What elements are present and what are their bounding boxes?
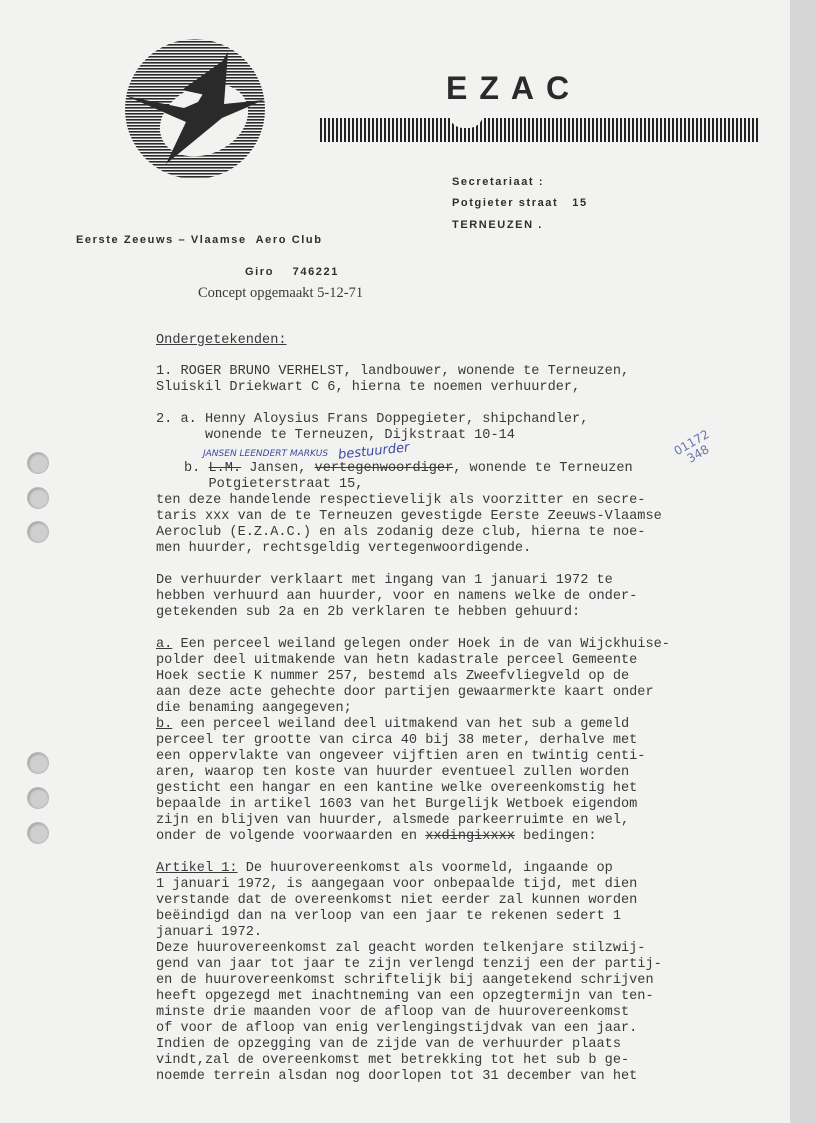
item-b-last-suffix: bedingen: bbox=[514, 829, 597, 844]
party-2b-line bbox=[184, 461, 633, 477]
article-1-line: 1 januari 1972, is aangegaan voor onbepaalde tijd, met dien bbox=[156, 877, 638, 892]
party-2b-name: Jansen, bbox=[241, 461, 315, 476]
handwritten-word: bestuurder bbox=[337, 440, 411, 463]
intro-line: De verhuurder verklaart met ingang van 1 januari 1972 te bbox=[156, 573, 613, 588]
party-1-line: Sluiskil Driekwart C 6, hierna te noemen verhuurder, bbox=[156, 380, 581, 395]
struck-initials: L.M. bbox=[208, 461, 242, 476]
item-a-line bbox=[156, 637, 670, 653]
item-a-line: Hoek sectie K nummer 257, bestemd als Zweefvliegveld op de bbox=[156, 669, 630, 684]
party-2b-line: Potgieterstraat 15, bbox=[184, 477, 364, 492]
section-heading: Ondergetekenden: bbox=[156, 333, 287, 348]
item-b-line: zijn en blijven van huurder, alsmede parkeerruimte en wel, bbox=[156, 813, 630, 828]
item-b-first: een perceel weiland deel uitmakend van het sub a gemeld bbox=[172, 717, 630, 732]
letterhead-bar bbox=[320, 118, 758, 142]
binder-hole bbox=[27, 487, 49, 509]
struck-occupation: vertegenwoordiger bbox=[314, 461, 454, 476]
concept-line: Concept opgemaakt 5-12-71 bbox=[198, 285, 364, 301]
article-1-line: januari 1972. bbox=[156, 925, 263, 940]
secretariat-street: Potgieter straat 15 bbox=[452, 197, 588, 209]
article-1-line: vindt,zal de overeenkomst met betrekking tot het sub b ge- bbox=[156, 1053, 630, 1068]
item-b-line bbox=[156, 717, 629, 733]
article-1-line: gend van jaar tot jaar te zijn verlengd tenzij een der partij- bbox=[156, 957, 662, 972]
secretariat-label: Secretariaat : bbox=[452, 176, 545, 188]
article-1-line: Indien de opzegging van de zijde van de verhuurder plaats bbox=[156, 1037, 621, 1052]
club-name: Eerste Zeeuws – Vlaamse Aero Club bbox=[76, 234, 323, 246]
intro-line: getekenden sub 2a en 2b verklaren te hebben gehuurd: bbox=[156, 605, 581, 620]
item-b-label: b. bbox=[156, 717, 173, 732]
binder-hole bbox=[27, 452, 49, 474]
giro-number: Giro 746221 bbox=[245, 266, 339, 278]
article-1-line: beëindigd dan na verloop van een jaar te rekenen sedert 1 bbox=[156, 909, 621, 924]
article-1-line: minste drie maanden voor de afloop van de huurovereenkomst bbox=[156, 1005, 630, 1020]
binder-hole bbox=[27, 521, 49, 543]
party-2a-line: wonende te Terneuzen, Dijkstraat 10-14 bbox=[156, 428, 515, 443]
struck-word: xxdingixxxx bbox=[425, 829, 515, 844]
article-1-line: verstande dat de overeenkomst niet eerder zal kunnen worden bbox=[156, 893, 638, 908]
item-a-line: polder deel uitmakende van hetn kadastrale perceel Gemeente bbox=[156, 653, 638, 668]
item-b-line: bepaalde in artikel 1603 van het Burgelijk Wetboek eigendom bbox=[156, 797, 638, 812]
item-b-line: gesticht een hangar en een kantine welke overeenkomstig het bbox=[156, 781, 638, 796]
article-1-line: heeft opgezegd met inachtneming van een opzegtermijn van ten- bbox=[156, 989, 654, 1004]
secretariat-city: TERNEUZEN . bbox=[452, 219, 543, 231]
brand-name: EZAC bbox=[446, 70, 582, 106]
item-b-line: aren, waarop ten koste van huurder eventueel zullen worden bbox=[156, 765, 630, 780]
item-a-line: die benaming aangegeven; bbox=[156, 701, 352, 716]
item-a-first: Een perceel weiland gelegen onder Hoek in de van Wijckhuise- bbox=[172, 637, 670, 652]
club-logo-icon bbox=[124, 38, 266, 180]
handwritten-name: JANSEN LEENDERT MARKUS bbox=[203, 449, 329, 459]
party-1-line: 1. ROGER BRUNO VERHELST, landbouwer, wonende te Terneuzen, bbox=[156, 364, 630, 379]
item-b-line: een oppervlakte van ongeveer vijftien aren en twintig centi- bbox=[156, 749, 646, 764]
intro-line: hebben verhuurd aan huurder, voor en namens welke de onder- bbox=[156, 589, 638, 604]
item-a-line: aan deze acte gehechte door partijen gewaarmerkte kaart onder bbox=[156, 685, 654, 700]
role-line: Aeroclub (E.Z.A.C.) en als zodanig deze club, hierna te noe- bbox=[156, 525, 646, 540]
party-2a-line: 2. a. Henny Aloysius Frans Doppegieter, shipchandler, bbox=[156, 412, 589, 427]
article-1-line: of voor de afloop van enig verlengingstijdvak van een jaar. bbox=[156, 1021, 638, 1036]
party-2b-rest: , wonende te Terneuzen bbox=[453, 461, 633, 476]
background-edge bbox=[790, 0, 816, 1123]
role-line: taris xxx van de te Terneuzen gevestigde Eerste Zeeuws-Vlaamse bbox=[156, 509, 662, 524]
article-1-label: Artikel 1: bbox=[156, 861, 238, 876]
handwritten-margin-note: 01172 348 bbox=[671, 427, 712, 470]
role-line: ten deze handelende respectievelijk als voorzitter en secre- bbox=[156, 493, 646, 508]
binder-hole bbox=[27, 752, 49, 774]
article-1-line: noemde terrein alsdan nog doorlopen tot 31 december van het bbox=[156, 1069, 638, 1084]
role-line: men huurder, rechtsgeldig vertegenwoordigende. bbox=[156, 541, 532, 556]
item-b-line bbox=[156, 829, 597, 845]
article-1-first: De huurovereenkomst als voormeld, ingaande op bbox=[237, 861, 613, 876]
article-1-line: en de huurovereenkomst schriftelijk bij aangetekend schrijven bbox=[156, 973, 654, 988]
party-2b-prefix: b. bbox=[184, 461, 209, 476]
binder-hole bbox=[27, 787, 49, 809]
item-a-label: a. bbox=[156, 637, 173, 652]
binder-hole bbox=[27, 822, 49, 844]
article-1-line bbox=[156, 861, 613, 877]
item-b-line: perceel ter grootte van circa 40 bij 38 meter, derhalve met bbox=[156, 733, 638, 748]
item-b-last-prefix: onder de volgende voorwaarden en bbox=[156, 829, 426, 844]
article-1-line: Deze huurovereenkomst zal geacht worden telkenjare stilzwij- bbox=[156, 941, 646, 956]
